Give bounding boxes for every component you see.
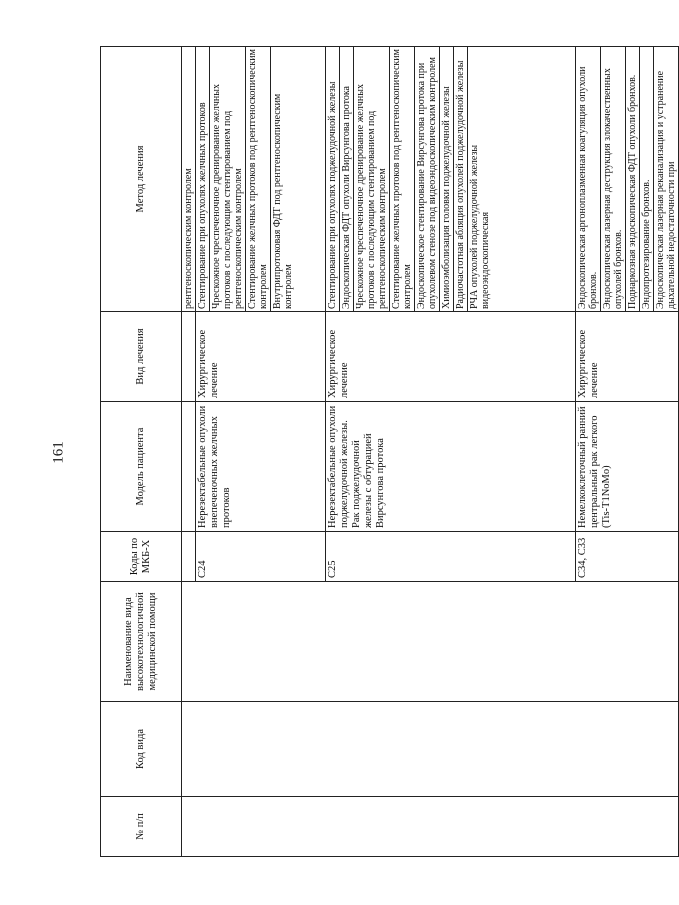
method-item: Стентирование желчных протоков под рентгеноскопическим контролем [390, 47, 415, 311]
method-item: рентгеноскопическим контролем [183, 168, 194, 309]
cell-model: Нерезектабельные опухоли внепеченочных желчных протоков [196, 402, 326, 532]
method-item: Эндоскопическая ФДТ опухоли Вирсунгова протока [340, 47, 354, 311]
header-kody-mkb: Коды по МКБ-Х [101, 532, 182, 582]
cell-model [182, 402, 196, 532]
method-item: Эндопротезирование бронхов. [640, 47, 654, 311]
cell-mkb: С25 [326, 532, 576, 582]
cell-mkb: С24 [196, 532, 326, 582]
cell-methods [326, 47, 576, 312]
cell-vid [182, 312, 196, 402]
cell-naimenovanie [182, 582, 679, 702]
cell-n [182, 797, 679, 857]
method-item: Радиочастотная абляция опухолей поджелудочной железы [454, 47, 468, 311]
method-item: Химиоэмболизация головки поджелудочной железы [440, 47, 454, 311]
method-item: Поднаркозная эндоскопическая ФДТ опухоли бронхов. [626, 47, 640, 311]
header-kod-vida: Код вида [101, 702, 182, 797]
cell-methods [576, 47, 679, 312]
method-item: Эндоскопическое стентирование Вирсунгова протока при опухолевом стенозе под видеоэндоскопическим контролем [415, 47, 440, 311]
method-item: Стентирование желчных протоков под рентгеноскопическим контролем [246, 47, 271, 311]
header-naimenovanie: Наименование вида высокотехнологичной медицинской помощи [101, 582, 182, 702]
method-item: Чрескожное чреспеченочное дренирование желчных протоков с последующим стентированием под рентгеноскопическим контролем [354, 47, 390, 311]
cell-mkb: С34, С33 [576, 532, 679, 582]
cell-methods [182, 47, 196, 312]
cell-model: Нерезектабельные опухоли поджелудочной железы. Рак поджелудочной железы с обтурацией Вирсунгова протока [326, 402, 576, 532]
header-metod: Метод лечения [101, 47, 182, 312]
method-item: Эндоскопическая лазерная деструкция злокачественных опухолей бронхов. [601, 47, 626, 311]
cell-vid: Хирургическое лечение [326, 312, 576, 402]
header-row [101, 47, 182, 857]
cell-kod-vida [182, 702, 679, 797]
header-vid: Вид лечения [101, 312, 182, 402]
method-item: Эндоскопическая лазерная реканализация и устранение дыхательной недостаточности при [655, 70, 677, 309]
method-item: Стентирование при опухолях поджелудочной железы [326, 47, 340, 311]
method-item: Стентирование при опухолях желчных протоков [196, 47, 210, 311]
treatment-table [100, 46, 679, 857]
method-item: РЧА опухолей поджелудочной железы видеоэндоскопическая [469, 144, 491, 309]
table-row [182, 47, 196, 857]
page-number: 161 [50, 441, 67, 464]
cell-methods [196, 47, 326, 312]
header-model: Модель пациента [101, 402, 182, 532]
method-item: Эндоскопическая аргоноплазменная коагуляция опухоли бронхов. [576, 47, 601, 311]
cell-vid: Хирургическое лечение [576, 312, 679, 402]
header-n: № п/п [101, 797, 182, 857]
method-item: Чрескожное чреспеченочное дренирование желчных протоков с последующим стентированием под рентгеноскопическим контролем [210, 47, 246, 311]
cell-vid: Хирургическое лечение [196, 312, 326, 402]
cell-model: Немелкоклеточный ранний центральный рак легкого (Tis-T1NoMo) [576, 402, 679, 532]
cell-mkb [182, 532, 196, 582]
method-item: Внутрипротоковая ФДТ под рентгеноскопическим контролем [272, 93, 294, 309]
